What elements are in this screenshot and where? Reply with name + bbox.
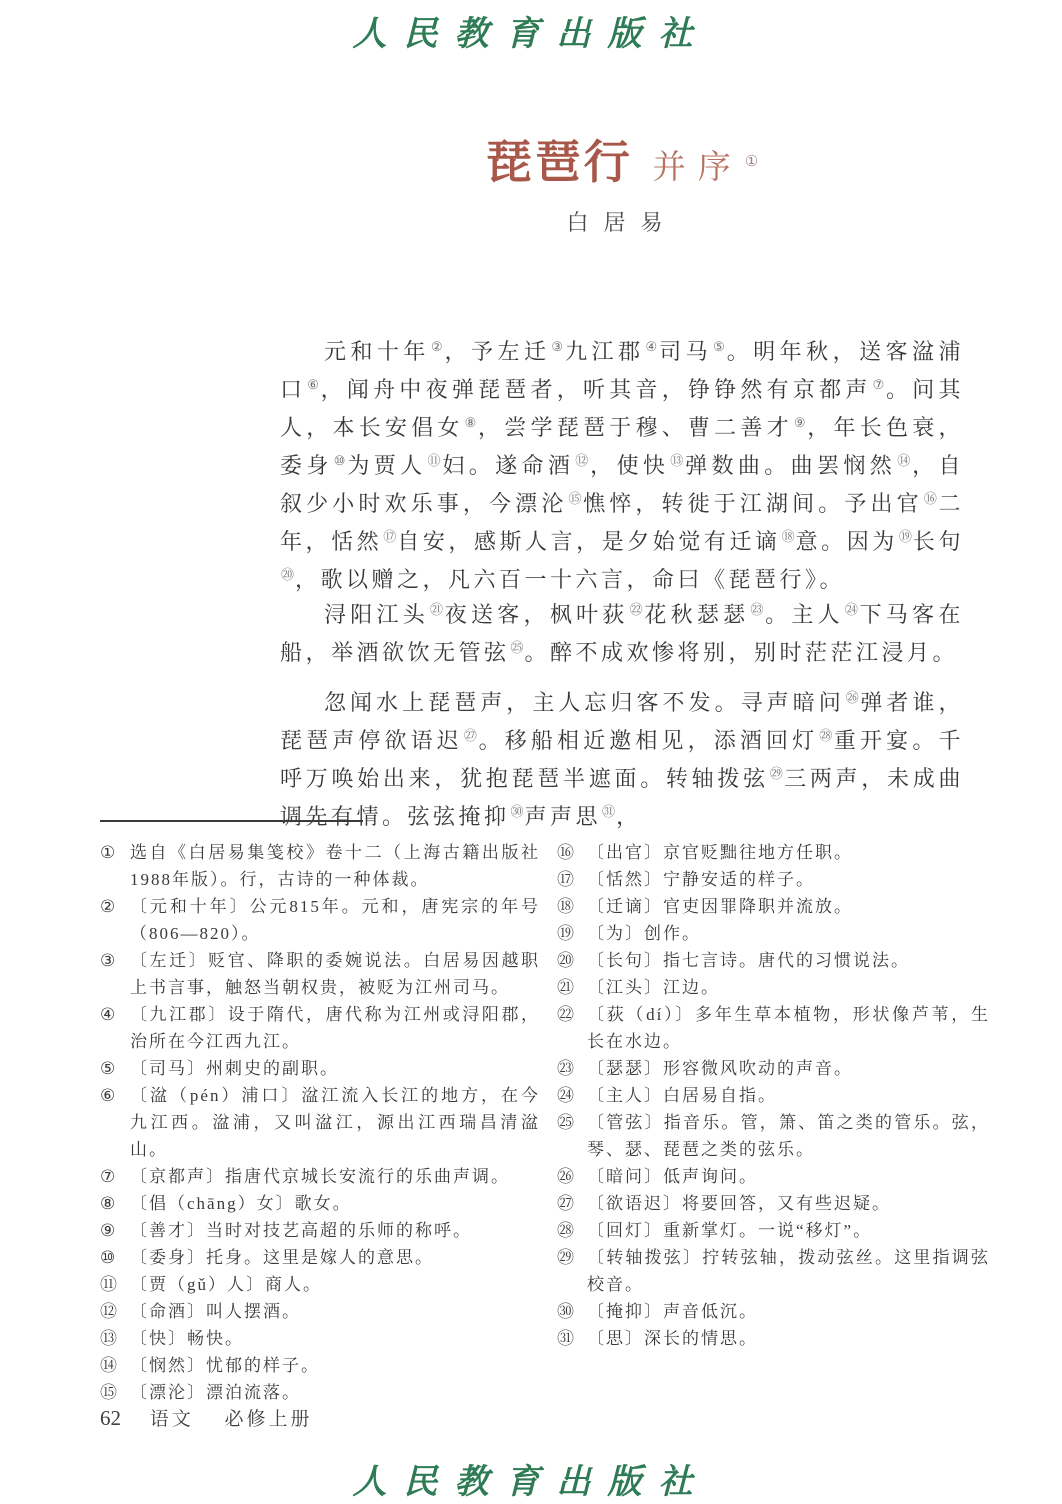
note-ref: ⑪ bbox=[427, 452, 442, 468]
footnote-number: ㉖ bbox=[557, 1167, 576, 1186]
footnote-number: ㉔ bbox=[557, 1086, 576, 1105]
footnote-number: ① bbox=[100, 843, 118, 862]
footnote-item bbox=[557, 1244, 990, 1298]
footnote-number: ⑱ bbox=[557, 897, 576, 916]
footnote-number: ⑬ bbox=[100, 1329, 119, 1348]
footnote-item bbox=[557, 866, 990, 893]
note-ref: ⑥ bbox=[307, 376, 320, 392]
note-ref: ㉑ bbox=[430, 601, 444, 617]
footnote-item bbox=[557, 1325, 990, 1352]
preface-paragraph: 元和十年②，予左迁③九江郡④司马⑤。明年秋，送客湓浦口⑥，闻舟中夜弹琵琶者，听其音，铮铮然有京都声⑦。问其人，本长安倡女⑧，尝学琵琶于穆、曹二善才⑨，年长色衰，委身⑩为贾人⑪妇。遂命酒⑫，使快⑬弹数曲。曲罢悯然⑭，自叙少小时欢乐事，今漂沦⑮憔悴，转徙于江湖间。予出官⑯二年，恬然⑰自安，感斯人言，是夕始觉有迁谪⑱意。因为⑲长句⑳，歌以赠之，凡六百一十六言，命曰《琵琶行》。 bbox=[280, 338, 964, 592]
footnote-item bbox=[100, 1298, 540, 1325]
poem-title bbox=[280, 126, 964, 192]
footnote-number: ㉓ bbox=[557, 1059, 576, 1078]
footnote-number: ⑰ bbox=[557, 870, 576, 889]
footnote-number: ⑫ bbox=[100, 1302, 119, 1321]
main-text-column bbox=[280, 0, 964, 829]
note-ref: ㉛ bbox=[602, 803, 616, 819]
footnote-text: 〔元和十年〕公元815年。元和，唐宪宗的年号（806—820）。 bbox=[130, 897, 540, 943]
footnote-text: 〔悯然〕忧郁的样子。 bbox=[130, 1356, 320, 1375]
footnote-text: 〔回灯〕重新掌灯。一说“移灯”。 bbox=[587, 1221, 873, 1240]
footnote-text: 〔为〕创作。 bbox=[587, 924, 701, 943]
footnote-item bbox=[557, 1217, 990, 1244]
note-ref: ⑦ bbox=[872, 376, 885, 392]
footnote-item bbox=[100, 839, 540, 893]
footnote-text: 〔左迁〕贬官、降职的委婉说法。白居易因越职上书言事，触怒当朝权贵，被贬为江州司马。 bbox=[130, 951, 540, 997]
footnote-number: ⑪ bbox=[100, 1275, 119, 1294]
note-ref: ㉙ bbox=[769, 765, 784, 781]
footnote-item bbox=[557, 893, 990, 920]
footnote-text: 〔主人〕白居易自指。 bbox=[587, 1086, 777, 1105]
footnote-number: ⑩ bbox=[100, 1248, 118, 1267]
footnote-number: ⑦ bbox=[100, 1167, 118, 1186]
note-ref: ⑨ bbox=[793, 414, 807, 430]
footnote-text: 〔长句〕指七言诗。唐代的习惯说法。 bbox=[587, 951, 910, 970]
footer-volume: 必修上册 bbox=[224, 1409, 313, 1430]
footer-subject: 语文 bbox=[149, 1409, 194, 1430]
footnote-item bbox=[100, 1379, 540, 1406]
footnote-number: ㉚ bbox=[557, 1302, 576, 1321]
footnote-item bbox=[557, 974, 990, 1001]
footnote-item bbox=[100, 1082, 540, 1163]
note-ref: ㉘ bbox=[819, 727, 833, 743]
footnote-item bbox=[100, 1271, 540, 1298]
footnote-number: ⑥ bbox=[100, 1086, 118, 1105]
note-ref: ㉓ bbox=[750, 601, 765, 617]
footnote-item bbox=[100, 1325, 540, 1352]
footnote-item bbox=[557, 1055, 990, 1082]
footnote-item bbox=[557, 1163, 990, 1190]
note-ref: ⑳ bbox=[281, 566, 295, 582]
footnote-item bbox=[100, 1244, 540, 1271]
footnote-item bbox=[557, 1298, 990, 1325]
footnote-item bbox=[100, 1055, 540, 1082]
note-ref: ㉕ bbox=[510, 639, 524, 655]
footnote-item bbox=[100, 1001, 540, 1055]
footnote-column-right bbox=[557, 820, 990, 1406]
footnote-text: 〔欲语迟〕将要回答，又有些迟疑。 bbox=[587, 1194, 891, 1213]
footnote-column-left bbox=[100, 820, 540, 1406]
poem-paragraph-1: 浔阳江头$^㉑$夜送客，枫叶荻$^㉒$花秋瑟瑟$^㉓$。主人$^㉔$下马客在船，举酒欲饮无管弦$^㉕$。醉不成欢惨将别，别时茫茫江浸月。 bbox=[280, 601, 964, 665]
note-ref: ⑰ bbox=[383, 528, 397, 544]
footnote-number: ㉛ bbox=[557, 1329, 576, 1348]
note-ref: ⑤ bbox=[713, 338, 726, 354]
footnote-number: ⑳ bbox=[557, 951, 576, 970]
page-footer bbox=[100, 1404, 313, 1431]
footnote-item bbox=[557, 839, 990, 866]
publisher-logo-bottom: 人民教育出版社 bbox=[352, 1464, 710, 1501]
footnote-number: ㉙ bbox=[557, 1248, 576, 1267]
note-ref: ㉒ bbox=[629, 601, 644, 617]
footnote-item bbox=[557, 1109, 990, 1163]
footnote-text: 〔九江郡〕设于隋代，唐代称为江州或浔阳郡，治所在今江西九江。 bbox=[130, 1005, 540, 1051]
note-ref: ⑬ bbox=[670, 452, 685, 468]
footnote-item bbox=[557, 920, 990, 947]
footnote-number: ③ bbox=[100, 951, 118, 970]
footnote-text: 〔快〕畅快。 bbox=[130, 1329, 244, 1348]
footnote-list-right bbox=[557, 839, 990, 1352]
footnote-number: ㉘ bbox=[557, 1221, 576, 1240]
footnote-text: 〔京都声〕指唐代京城长安流行的乐曲声调。 bbox=[130, 1167, 510, 1186]
footnote-item bbox=[557, 1001, 990, 1055]
footnote-number: ㉑ bbox=[557, 978, 576, 997]
footnote-text: 〔思〕深长的情思。 bbox=[587, 1329, 758, 1348]
footnote-text: 选自《白居易集笺校》卷十二（上海古籍出版社1988年版）。行，古诗的一种体裁。 bbox=[130, 843, 540, 889]
footnote-number: ⑲ bbox=[557, 924, 576, 943]
footnote-text: 〔瑟瑟〕形容微风吹动的声音。 bbox=[587, 1059, 853, 1078]
note-ref: ㉖ bbox=[845, 689, 860, 705]
footnote-text: 〔出官〕京官贬黜往地方任职。 bbox=[587, 843, 853, 862]
footnote-number: ④ bbox=[100, 1005, 118, 1024]
poem-title-main: 琵琶行 bbox=[485, 137, 633, 188]
footnote-item bbox=[100, 947, 540, 1001]
footnote-text: 〔荻（dí）〕多年生草本植物，形状像芦苇，生长在水边。 bbox=[587, 1005, 990, 1051]
note-ref: ⑧ bbox=[464, 414, 478, 430]
note-ref: ㉚ bbox=[510, 803, 524, 819]
footnote-text: 〔转轴拨弦〕拧转弦轴，拨动弦丝。这里指调弦校音。 bbox=[587, 1248, 990, 1294]
footnotes-section bbox=[100, 820, 990, 1406]
footnote-text: 〔恬然〕宁静安适的样子。 bbox=[587, 870, 815, 889]
note-ref: ⑩ bbox=[333, 452, 347, 468]
footnote-item bbox=[557, 1082, 990, 1109]
footnote-number: ⑯ bbox=[557, 843, 576, 862]
footnote-item bbox=[100, 893, 540, 947]
footnote-number: ② bbox=[100, 897, 118, 916]
note-ref: ㉗ bbox=[463, 727, 478, 743]
footnote-text: 〔掩抑〕声音低沉。 bbox=[587, 1302, 758, 1321]
note-ref: ④ bbox=[645, 338, 659, 354]
poem-paragraph-2: 忽闻水上琵琶声，主人忘归客不发。寻声暗问$^㉖$弹者谁，琵琶声停欲语迟$^㉗$。移船相近邀相见，添酒回灯$^㉘$重开宴。千呼万唤始出来，犹抱琵琶半遮面。转轴拨弦$^㉙$三两声，未成曲调先有情。弦弦掩抑$^㉚$声声思$^㉛$， bbox=[280, 689, 964, 829]
note-ref: ⑭ bbox=[897, 452, 912, 468]
note-ref: ⑮ bbox=[568, 490, 583, 506]
note-ref: ⑫ bbox=[575, 452, 590, 468]
footnote-number: ⑧ bbox=[100, 1194, 118, 1213]
footnote-list-left bbox=[100, 839, 540, 1406]
poem-title-subtitle: 并序 bbox=[652, 150, 743, 186]
footnote-number: ⑭ bbox=[100, 1356, 119, 1375]
footnote-item bbox=[557, 1190, 990, 1217]
footnote-text: 〔善才〕当时对技艺高超的乐师的称呼。 bbox=[130, 1221, 472, 1240]
note-ref: ⑱ bbox=[781, 528, 795, 544]
publisher-logo-top: 人民教育出版社 bbox=[352, 16, 710, 53]
footnote-text: 〔委身〕托身。这里是嫁人的意思。 bbox=[130, 1248, 434, 1267]
footnote-text: 〔倡（chāng）女〕歌女。 bbox=[130, 1194, 352, 1213]
footnote-text: 〔贾（gǔ）人〕商人。 bbox=[130, 1275, 322, 1294]
footnote-text: 〔迁谪〕官吏因罪降职并流放。 bbox=[587, 897, 853, 916]
footnote-number: ⑨ bbox=[100, 1221, 118, 1240]
footnote-item bbox=[557, 947, 990, 974]
note-ref: ㉔ bbox=[844, 601, 859, 617]
footnote-number: ⑤ bbox=[100, 1059, 118, 1078]
footnote-text: 〔管弦〕指音乐。管，箫、笛之类的管乐。弦，琴、瑟、琵琶之类的弦乐。 bbox=[587, 1113, 990, 1159]
title-note-ref: ① bbox=[744, 154, 759, 171]
footnote-text: 〔漂沦〕漂泊流落。 bbox=[130, 1383, 301, 1402]
page-number: 62 bbox=[100, 1406, 121, 1430]
note-ref: ② bbox=[430, 338, 444, 354]
footnote-number: ㉗ bbox=[557, 1194, 576, 1213]
footnote-number: ⑮ bbox=[100, 1383, 119, 1402]
footnote-text: 〔命酒〕叫人摆酒。 bbox=[130, 1302, 301, 1321]
footnote-text: 〔湓（pén）浦口〕湓江流入长江的地方，在今九江西。湓浦，又叫湓江，源出江西瑞昌清湓山。 bbox=[130, 1086, 540, 1159]
note-ref: ⑯ bbox=[923, 490, 938, 506]
footnote-item bbox=[100, 1217, 540, 1244]
footnote-text: 〔江头〕江边。 bbox=[587, 978, 720, 997]
note-ref: ⑲ bbox=[898, 528, 912, 544]
footnote-text: 〔司马〕州刺史的副职。 bbox=[130, 1059, 339, 1078]
note-ref: ③ bbox=[551, 338, 565, 354]
footnote-number: ㉒ bbox=[557, 1005, 576, 1024]
footnote-item bbox=[100, 1352, 540, 1379]
footnote-number: ㉕ bbox=[557, 1113, 576, 1132]
footnote-item bbox=[100, 1190, 540, 1217]
footnote-separator-rule bbox=[100, 820, 363, 822]
footnote-text: 〔暗问〕低声询问。 bbox=[587, 1167, 758, 1186]
author-name: 白居易 bbox=[566, 210, 678, 235]
footnote-item bbox=[100, 1163, 540, 1190]
